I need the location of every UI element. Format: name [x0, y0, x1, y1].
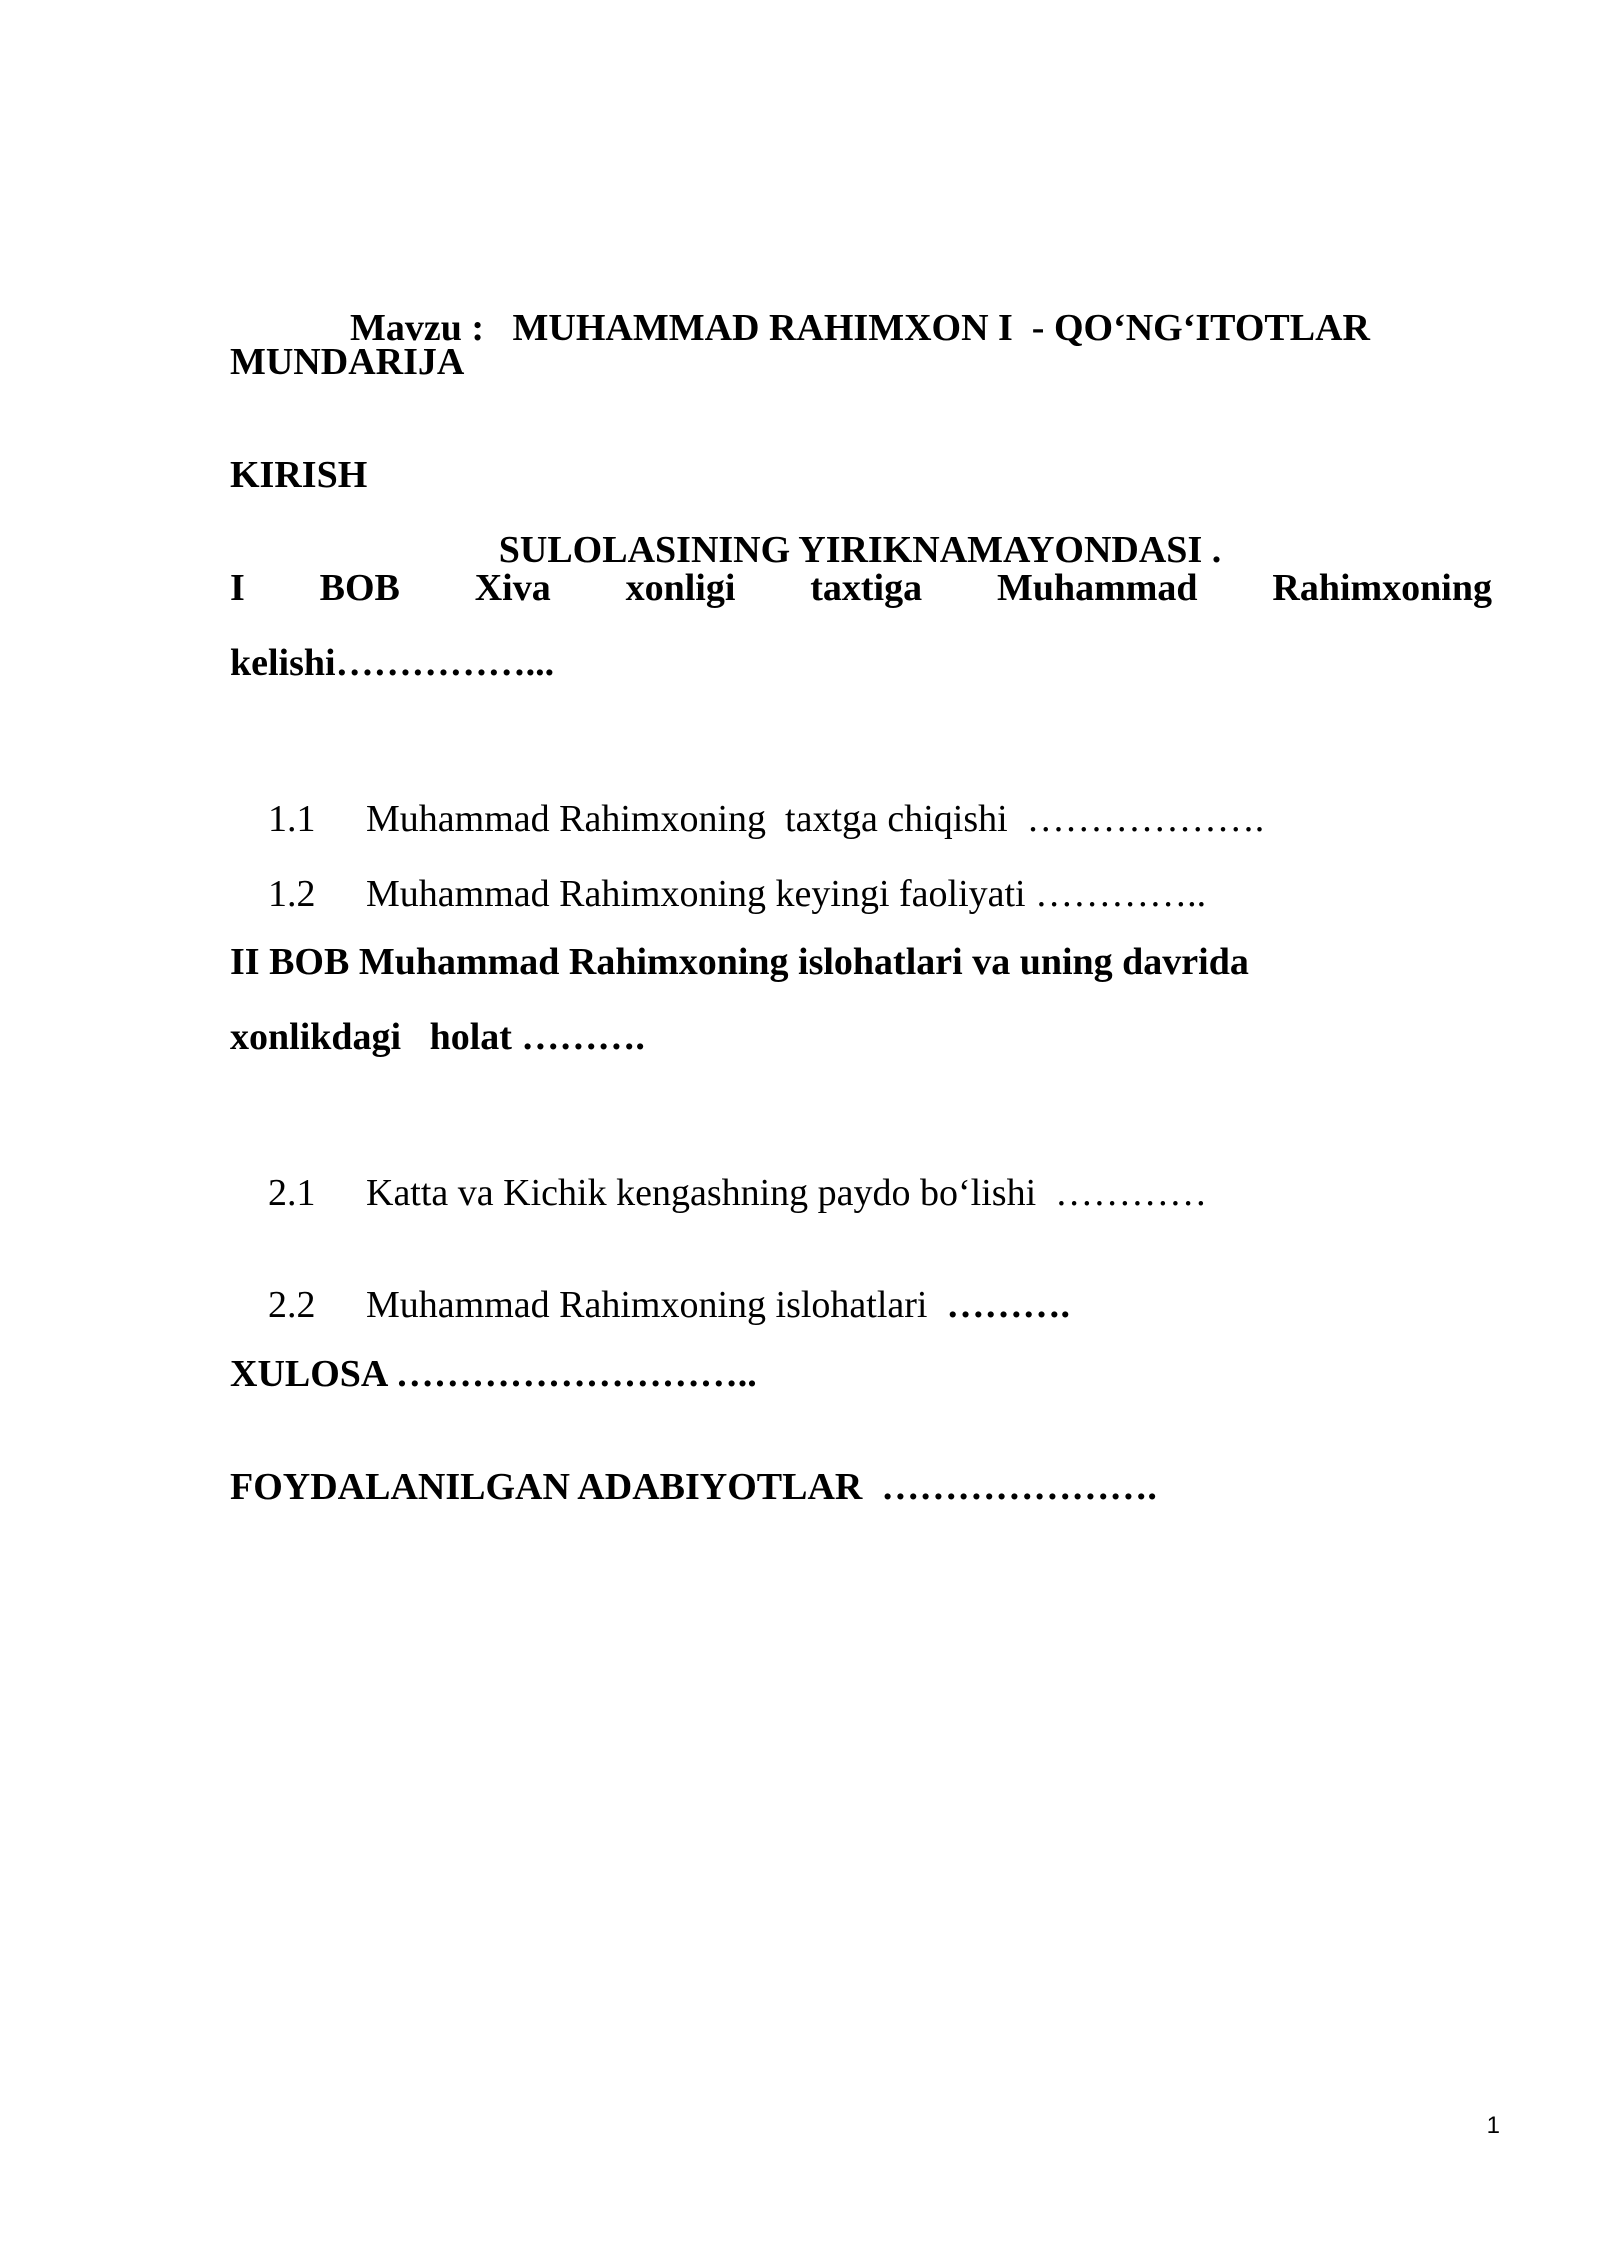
chapter-1-word: I: [230, 567, 245, 609]
intro-heading: KIRISH: [230, 454, 368, 496]
references-heading: FOYDALANILGAN ADABIYOTLAR ………………….: [230, 1466, 1157, 1508]
chapter-1-word: taxtiga: [810, 567, 923, 609]
chapter-2-line-2: xonlikdagi holat ……….: [230, 1016, 645, 1058]
title-line-1: Mavzu : MUHAMMAD RAHIMXON I - QO‘NG‘ITOTLAR: [350, 307, 1370, 349]
chapter-1-word: Xiva: [474, 567, 551, 609]
contents-heading: MUNDARIJA: [230, 341, 465, 383]
chapter-1-word: BOB: [319, 567, 400, 609]
section-number: 1.2: [268, 873, 316, 915]
section-number: 1.1: [268, 798, 316, 840]
title-line-2: SULOLASINING YIRIKNAMAYONDASI .: [498, 529, 1222, 571]
chapter-1-word: Rahimxoning: [1272, 567, 1492, 609]
chapter-1-word: xonligi: [625, 567, 736, 609]
section-title: Muhammad Rahimxoning islohatlari: [366, 1284, 947, 1326]
section-number: 2.2: [268, 1284, 316, 1326]
conclusion-heading: XULOSA ………………………..: [230, 1353, 757, 1395]
chapter-1-line-1: [230, 566, 1492, 610]
section-title: Katta va Kichik kengashning paydo bo‘lishi …………: [366, 1172, 1208, 1214]
section-leader-dots: ……….: [946, 1284, 1070, 1326]
section-title: Muhammad Rahimxoning keyingi faoliyati …………..: [366, 873, 1207, 915]
page-number: 1: [1486, 2112, 1500, 2139]
section-number: 2.1: [268, 1172, 316, 1214]
chapter-1-line-2: kelishi……………...: [230, 642, 555, 684]
section-title: Muhammad Rahimxoning taxtga chiqishi ……………….: [366, 798, 1265, 840]
chapter-2-line-1: II BOB Muhammad Rahimxoning islohatlari va uning davrida: [230, 941, 1249, 983]
chapter-1-word: Muhammad: [996, 567, 1198, 609]
